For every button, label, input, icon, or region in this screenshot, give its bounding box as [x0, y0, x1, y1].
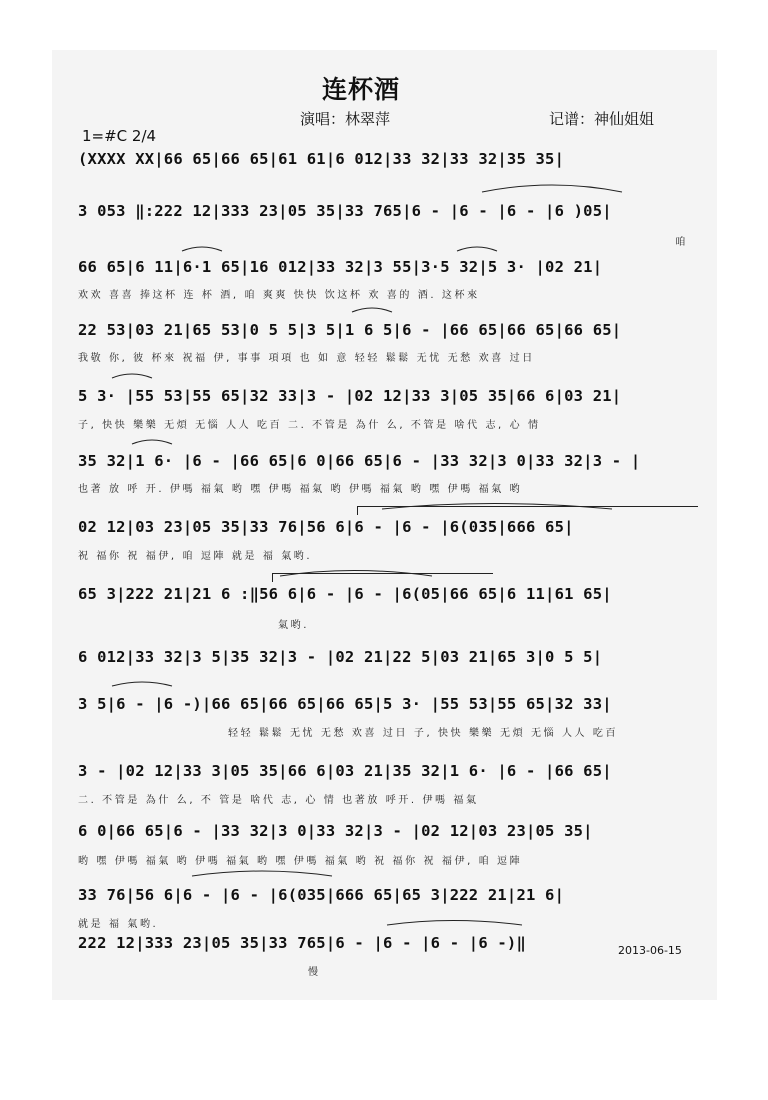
score-line-8: 65 3|222 21|21 6 :‖56 6|6 - |6 - |6(05|66 65|6 11|61 65|	[78, 585, 612, 603]
score-line-12: 6 0|66 65|6 - |33 32|3 0|33 32|3 - |02 12|03 23|05 35|	[78, 822, 593, 840]
score-line-4: 22 53|03 21|65 53|0 5 5|3 5|1 6 5|6 - |66 65|66 65|66 65|	[78, 321, 622, 339]
transcription-date: 2013-06-15	[618, 944, 682, 957]
score-line-14: 222 12|333 23|05 35|33 765|6 - |6 - |6 - |6 -)‖	[78, 934, 526, 952]
lyric-line-10: 轻轻 鬆鬆 无忧 无愁 欢喜 过日 子, 快快 樂樂 无煩 无惱 人人 吃百	[228, 728, 619, 738]
lyric-line-14: 慢	[308, 967, 321, 977]
key-signature: 1=#C 2/4	[82, 127, 157, 145]
score-line-11: 3 - |02 12|33 3|05 35|66 6|03 21|35 32|1 6· |6 - |66 65|	[78, 762, 612, 780]
lyric-line-5: 子, 快快 樂樂 无煩 无惱 人人 吃百 二. 不管是 為什 么, 不管是 啥代 志, 心 情	[78, 420, 541, 430]
score-line-6: 35 32|1 6· |6 - |66 65|6 0|66 65|6 - |33 32|3 0|33 32|3 - |	[78, 452, 641, 470]
lyric-line-12: 哟 嘿 伊嗎 福氣 哟 伊嗎 福氣 哟 嘿 伊嗎 福氣 哟 祝 福你 祝 福伊, 咱 逗陣	[78, 856, 523, 866]
sheet-music-page	[52, 50, 717, 1000]
lyric-line-13: 就是 福 氣哟.	[78, 919, 159, 929]
slur-marks	[52, 50, 717, 1000]
score-line-5: 5 3· |55 53|55 65|32 33|3 - |02 12|33 3|05 35|66 6|03 21|	[78, 387, 622, 405]
lyric-line-7: 祝 福你 祝 福伊, 咱 逗陣 就是 福 氣哟.	[78, 551, 313, 561]
song-title: 连杯酒	[322, 75, 401, 104]
lyric-line-3: 欢欢 喜喜 捧这杯 连 杯 酒, 咱 爽爽 快快 饮这杯 欢 喜的 酒. 这杯來	[78, 290, 480, 300]
score-line-1: (XXXX XX|66 65|66 65|61 61|6 012|33 32|33 32|35 35|	[78, 150, 565, 168]
lyric-line-2: 咱	[675, 237, 688, 247]
lyric-line-4: 我敬 你, 彼 杯來 祝福 伊, 事事 項項 也 如 意 轻轻 鬆鬆 无忧 无愁 欢喜 过日	[78, 353, 535, 363]
lyric-line-8: 氣哟.	[278, 620, 309, 630]
score-line-2: 3 053 ‖:222 12|333 23|05 35|33 765|6 - |6 - |6 - |6 )05|	[78, 202, 612, 220]
score-line-9: 6 012|33 32|3 5|35 32|3 - |02 21|22 5|03 21|65 3|0 5 5|	[78, 648, 603, 666]
score-line-13: 33 76|56 6|6 - |6 - |6(035|666 65|65 3|222 21|21 6|	[78, 886, 565, 904]
transcriber-credit: 记谱：神仙姐姐	[549, 110, 655, 128]
score-line-7: 02 12|03 23|05 35|33 76|56 6|6 - |6 - |6(035|666 65|	[78, 518, 574, 536]
score-line-3: 66 65|6 11|6·1 65|16 012|33 32|3 55|3·5 32|5 3· |02 21|	[78, 258, 603, 276]
lyric-line-11: 二. 不管是 為什 么, 不 管是 啥代 志, 心 情 也著放 呼开. 伊嗎 福氣	[78, 795, 479, 805]
singer-credit: 演唱：林翠萍	[300, 110, 391, 128]
lyric-line-6: 也著 放 呼 开. 伊嗎 福氣 哟 嘿 伊嗎 福氣 哟 伊嗎 福氣 哟 嘿 伊嗎 福氣 哟	[78, 484, 523, 494]
score-line-10: 3 5|6 - |6 -)|66 65|66 65|66 65|5 3· |55 53|55 65|32 33|	[78, 695, 612, 713]
